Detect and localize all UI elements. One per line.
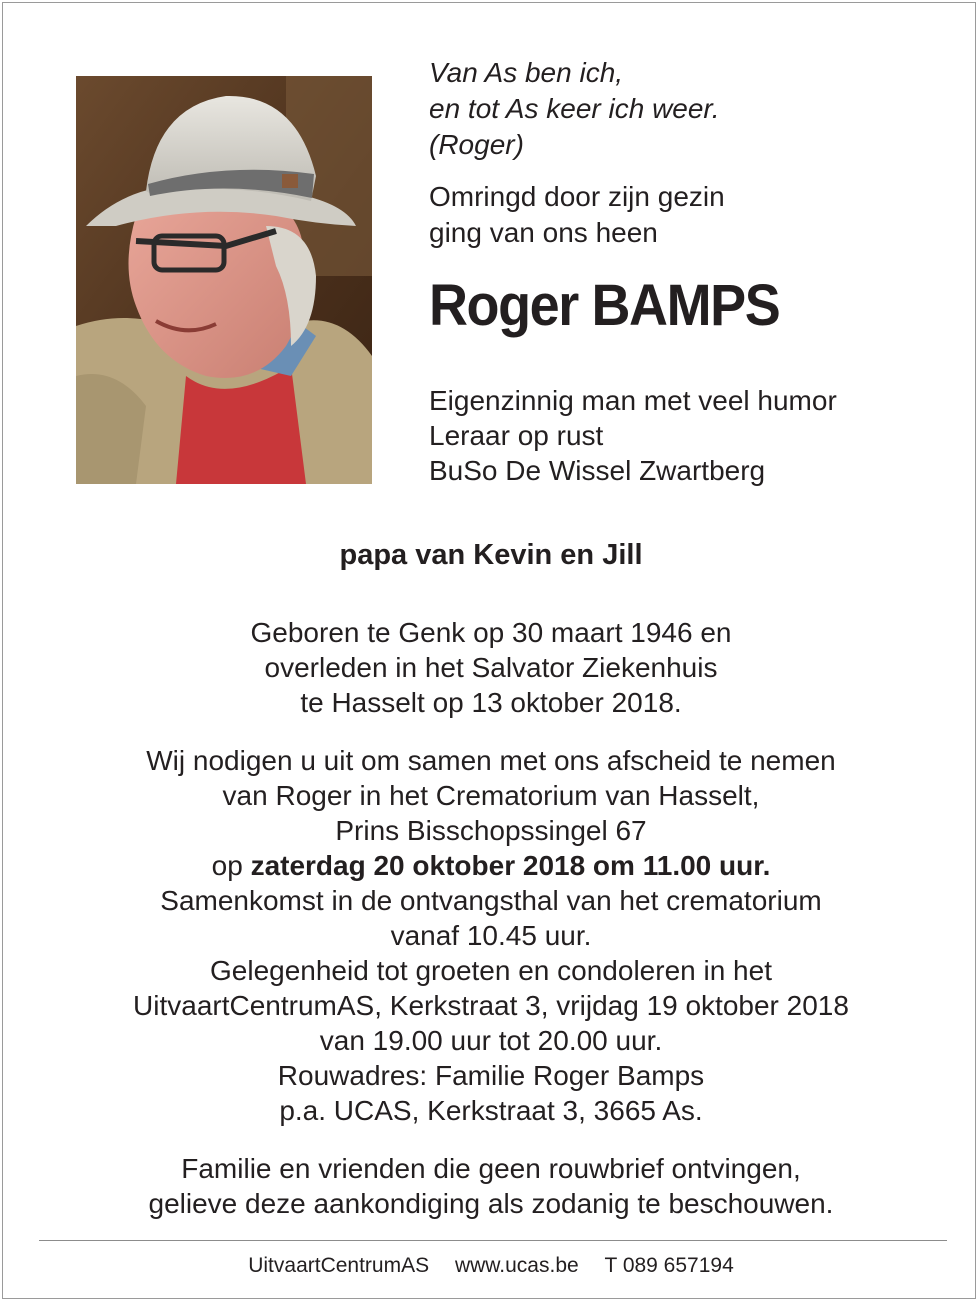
birth-death-info: [3, 615, 979, 720]
ceremony-date: zaterdag 20 oktober 2018 om 11.00 uur.: [250, 850, 771, 881]
invitation-line: vanaf 10.45 uur.: [390, 920, 592, 951]
birth-death-line: Geboren te Genk op 30 maart 1946 en: [250, 617, 732, 648]
birth-death-line: te Hasselt op 13 oktober 2018.: [300, 687, 682, 718]
description: [429, 383, 949, 488]
portrait-photo: [76, 76, 372, 484]
invitation-line: Rouwadres: Familie Roger Bamps: [277, 1060, 705, 1091]
invitation-line: p.a. UCAS, Kerkstraat 3, 3665 As.: [279, 1095, 703, 1126]
invitation-line: van 19.00 uur tot 20.00 uur.: [319, 1025, 663, 1056]
deceased-name: Roger BAMPS: [429, 273, 780, 338]
ceremony-invitation: [3, 743, 979, 1128]
invitation-line: Samenkomst in de ontvangsthal van het crematorium: [160, 885, 822, 916]
footer-divider: [39, 1240, 947, 1241]
invitation-line: UitvaartCentrumAS, Kerkstraat 3, vrijdag 19 oktober 2018: [133, 990, 849, 1021]
obituary-card: [2, 2, 976, 1299]
invitation-line: Prins Bisschopssingel 67: [335, 815, 647, 846]
intro-line: ging van ons heen: [429, 217, 658, 248]
ceremony-date-line: [3, 848, 979, 883]
parent-of: papa van Kevin en Jill: [339, 539, 643, 571]
closing-line: Familie en vrienden die geen rouwbrief ontvingen,: [181, 1153, 801, 1184]
description-line: BuSo De Wissel Zwartberg: [429, 455, 766, 486]
description-line: Leraar op rust: [429, 420, 604, 451]
memorial-quote: [429, 55, 949, 163]
quote-line: (Roger): [429, 129, 524, 160]
invitation-line: Gelegenheid tot groeten en condoleren in het: [210, 955, 772, 986]
footer-phone: T 089 657194: [604, 1254, 734, 1277]
invitation-line: van Roger in het Crematorium van Hasselt,: [222, 780, 760, 811]
description-line: Eigenzinnig man met veel humor: [429, 385, 837, 416]
intro-text: [429, 179, 949, 251]
closing-note: [3, 1151, 979, 1221]
quote-line: Van As ben ich,: [429, 57, 624, 88]
footer-company: UitvaartCentrumAS: [248, 1254, 430, 1277]
intro-line: Omringd door zijn gezin: [429, 181, 725, 212]
quote-line: en tot As keer ich weer.: [429, 93, 720, 124]
header-text: [429, 55, 949, 488]
invitation-line: Wij nodigen u uit om samen met ons afscheid te nemen: [146, 745, 836, 776]
footer: [3, 1251, 979, 1281]
footer-website: www.ucas.be: [454, 1254, 579, 1277]
birth-death-line: overleden in het Salvator Ziekenhuis: [264, 652, 718, 683]
ceremony-date-prefix: op: [211, 850, 243, 881]
closing-line: gelieve deze aankondiging als zodanig te beschouwen.: [148, 1188, 834, 1219]
